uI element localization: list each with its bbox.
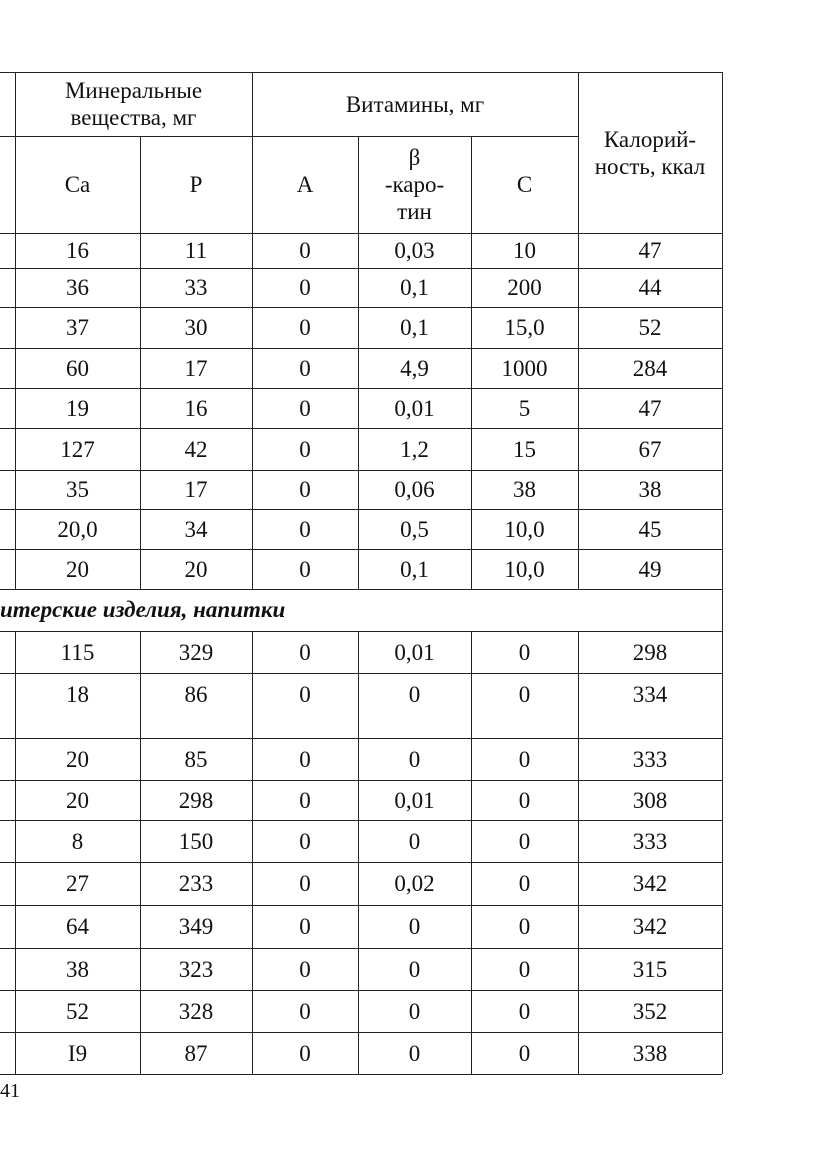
header-vitamins: Витамины, мг: [345, 91, 485, 117]
table-cell: 8: [71, 828, 84, 854]
table-cell: 0: [518, 828, 531, 854]
header-beta-carotene: β -каро-тин: [384, 145, 445, 224]
table-cell: 0: [299, 238, 311, 263]
table-cell: 16: [66, 238, 89, 263]
table-cell: 308: [632, 787, 668, 813]
table-cell: 1,2: [400, 436, 429, 462]
table-cell: 0: [518, 956, 531, 982]
table-cell: 0: [518, 998, 531, 1024]
table-cell: 150: [178, 828, 214, 854]
table-cell: 0: [299, 828, 311, 854]
table-cell: 0,01: [394, 787, 435, 813]
table-cell: 0: [299, 556, 311, 582]
table-cell: 20: [66, 556, 89, 582]
header-ca: Ca: [64, 172, 91, 197]
table-cell: 47: [638, 395, 662, 421]
table-cell: 15,0: [504, 315, 545, 340]
table-cell: 0: [518, 746, 531, 772]
table-cell: 0: [299, 275, 311, 300]
table-cell: 0: [299, 681, 311, 707]
table-cell: 0: [518, 681, 531, 707]
table-cell: 329: [178, 639, 214, 665]
table-cell: 20: [66, 746, 89, 772]
page-number: 41: [0, 1080, 20, 1102]
table-cell: 5: [518, 395, 531, 421]
table-cell: 0: [299, 516, 311, 542]
table-cell: 284: [632, 355, 668, 381]
table-cell: 0: [408, 1040, 421, 1066]
table-cell: 0: [299, 956, 311, 982]
table-cell: 30: [184, 315, 208, 340]
table-cell: 0: [299, 870, 311, 896]
table-cell: 16: [184, 395, 208, 421]
table-cell: 38: [513, 477, 536, 502]
table-cell: 0,1: [400, 315, 429, 340]
table-cell: 0,01: [394, 395, 435, 421]
table-cell: 10,0: [504, 516, 545, 542]
table-cell: 20: [66, 787, 89, 813]
table-cell: 1000: [501, 355, 548, 381]
table-cell: 0: [408, 828, 421, 854]
table-cell: 38: [66, 956, 89, 982]
table-cell: 20: [184, 556, 208, 582]
header-calories: Калорий-ность, ккал: [594, 126, 706, 179]
table-cell: 11: [184, 238, 208, 263]
table-cell: 87: [184, 1040, 208, 1066]
table-cell: 85: [184, 746, 208, 772]
table-cell: 49: [638, 556, 662, 582]
table-cell: 67: [638, 436, 662, 462]
table-cell: 0: [518, 787, 531, 813]
table-cell: 0: [408, 998, 421, 1024]
header-minerals: Минеральные вещества, мг: [64, 78, 203, 130]
table-cell: 0: [299, 746, 311, 772]
table-cell: 17: [184, 477, 208, 502]
table-cell: 0,5: [400, 516, 429, 542]
table-cell: 34: [184, 516, 208, 542]
table-cell: 33: [184, 275, 208, 300]
table-cell: 0: [299, 639, 311, 665]
table-cell: 10,0: [504, 556, 545, 582]
table-cell: 349: [178, 913, 214, 939]
table-cell: 44: [638, 275, 662, 300]
table-cell: 52: [66, 998, 89, 1024]
table-cell: 60: [66, 355, 89, 381]
table-cell: 15: [513, 436, 536, 462]
header-p: P: [189, 172, 203, 197]
table-cell: 115: [60, 639, 95, 665]
table-cell: 328: [178, 998, 214, 1024]
table-cell: 0: [408, 913, 421, 939]
table-cell: 0: [408, 746, 421, 772]
table-cell: 42: [184, 436, 208, 462]
table-cell: 333: [632, 746, 668, 772]
table-cell: 86: [184, 681, 208, 707]
table-cell: 342: [632, 870, 668, 896]
table-cell: 47: [638, 238, 662, 263]
table-cell: 0: [518, 1040, 531, 1066]
table-cell: 0: [299, 787, 311, 813]
table-cell: 315: [632, 956, 668, 982]
table-cell: 38: [638, 477, 662, 502]
table-cell: 352: [632, 998, 668, 1024]
table-cell: 37: [66, 315, 89, 340]
table-cell: 333: [632, 828, 668, 854]
table-cell: 0: [518, 639, 531, 665]
table-cell: 200: [507, 275, 542, 300]
table-cell: 0: [408, 956, 421, 982]
table-cell: 0,06: [394, 477, 435, 502]
table-cell: 0,01: [394, 639, 435, 665]
table-border-right: [722, 72, 723, 1074]
table-cell: 0: [299, 477, 311, 502]
table-cell: 0,03: [394, 238, 435, 263]
table-cell: I9: [67, 1040, 88, 1066]
table-cell: 20,0: [57, 516, 98, 542]
table-cell: 233: [178, 870, 214, 896]
table-cell: 45: [638, 516, 662, 542]
table-cell: 0,02: [394, 870, 435, 896]
row-divider: [0, 1074, 722, 1075]
table-cell: 298: [632, 639, 668, 665]
table-cell: 35: [66, 477, 89, 502]
table-cell: 0: [299, 1040, 311, 1066]
table-cell: 127: [60, 436, 95, 462]
table-cell: 64: [66, 913, 89, 939]
table-cell: 334: [632, 681, 668, 707]
table-cell: 0: [299, 355, 311, 381]
table-cell: 52: [638, 315, 662, 340]
table-cell: 0: [299, 315, 311, 340]
table-cell: 10: [513, 238, 536, 263]
header-c: C: [516, 172, 533, 197]
table-cell: 0: [518, 870, 531, 896]
table-cell: 0: [518, 913, 531, 939]
table-cell: 17: [184, 355, 208, 381]
table-cell: 36: [66, 275, 89, 300]
table-cell: 0: [299, 395, 311, 421]
header-a: A: [296, 172, 314, 197]
table-cell: 0: [299, 436, 311, 462]
table-cell: 338: [632, 1040, 668, 1066]
section-title: итерские изделия, напитки: [0, 597, 286, 622]
table-cell: 27: [66, 870, 89, 896]
table-cell: 0,1: [400, 275, 429, 300]
table-cell: 19: [66, 395, 89, 421]
table-cell: 0,1: [400, 556, 429, 582]
table-cell: 342: [632, 913, 668, 939]
table-cell: 0: [299, 913, 311, 939]
table-cell: 4,9: [400, 355, 429, 381]
table-cell: 18: [66, 681, 89, 707]
table-cell: 0: [299, 998, 311, 1024]
table-cell: 298: [178, 787, 214, 813]
table-cell: 0: [408, 681, 421, 707]
table-cell: 323: [178, 956, 214, 982]
